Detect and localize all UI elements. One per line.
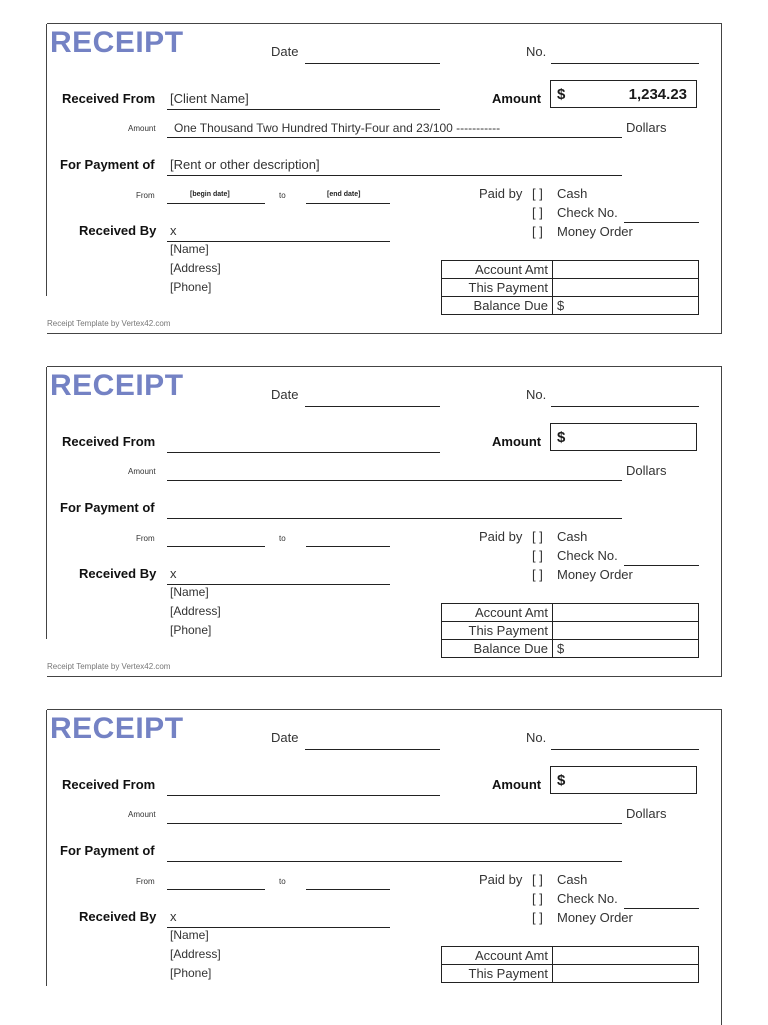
for-payment-value[interactable]: [Rent or other description] [170,157,320,172]
date-label: Date [271,44,299,59]
amount-label: Amount [492,777,542,792]
signature-x: x [170,566,177,581]
address-placeholder[interactable]: [Address] [170,604,221,618]
balance-due-row [442,297,699,315]
received-by-label: Received By [79,566,157,581]
money-order-checkbox[interactable]: [ ] [532,910,543,925]
left-border [46,367,47,639]
money-order-label: Money Order [557,567,633,582]
account-amt-row [442,261,699,279]
received-from-label: Received From [62,777,156,792]
paid-by-label: Paid by [479,186,523,201]
for-payment-line[interactable] [167,861,622,862]
balance-due-label: Balance Due [442,297,553,315]
number-label: No. [526,387,547,402]
cash-label: Cash [557,186,588,201]
account-amt-label: Account Amt [442,604,553,622]
date-label: Date [271,730,299,745]
amount-value: 1,234.23 [628,86,687,103]
for-payment-label: For Payment of [60,157,155,172]
check-number-field[interactable] [624,565,699,566]
from-label: From [136,877,155,886]
money-order-checkbox[interactable]: [ ] [532,567,543,582]
received-from-line [167,109,440,110]
check-checkbox[interactable]: [ ] [532,548,543,563]
template-credit: Receipt Template by Vertex42.com [47,319,171,328]
number-field[interactable] [551,406,699,407]
for-payment-label: For Payment of [60,500,155,515]
amount-box[interactable] [550,423,697,451]
for-payment-line[interactable] [167,518,622,519]
amount-words-line [167,137,622,138]
account-amt-value[interactable] [553,261,699,279]
this-payment-label: This Payment [442,279,553,297]
account-amt-value[interactable] [553,947,699,965]
signature-x: x [170,223,177,238]
this-payment-label: This Payment [442,965,553,983]
money-order-checkbox[interactable]: [ ] [532,224,543,239]
date-field[interactable] [305,749,440,750]
to-line[interactable] [306,546,390,547]
receipt-title: RECEIPT [50,712,184,745]
left-border [46,710,47,986]
paid-by-label: Paid by [479,872,523,887]
for-payment-line [167,175,622,176]
account-amt-row [442,604,699,622]
currency-symbol: $ [557,86,566,103]
receipt-title: RECEIPT [50,26,184,59]
from-line[interactable] [167,546,265,547]
address-placeholder[interactable]: [Address] [170,947,221,961]
this-payment-value[interactable] [553,965,699,983]
balance-table [441,946,699,983]
date-field[interactable] [305,406,440,407]
from-date[interactable]: [begin date] [190,191,230,198]
from-label: From [136,534,155,543]
phone-placeholder[interactable]: [Phone] [170,966,212,980]
to-label: to [279,534,286,543]
amount-box[interactable] [550,80,697,108]
currency-symbol: $ [557,772,566,789]
cash-checkbox[interactable]: [ ] [532,529,543,544]
number-label: No. [526,730,547,745]
amount-label: Amount [492,91,542,106]
name-placeholder[interactable]: [Name] [170,928,209,942]
to-line[interactable] [306,889,390,890]
to-date[interactable]: [end date] [327,191,361,198]
money-order-label: Money Order [557,910,633,925]
from-line[interactable] [167,889,265,890]
received-from-line[interactable] [167,795,440,796]
name-placeholder[interactable]: [Name] [170,585,209,599]
check-checkbox[interactable]: [ ] [532,891,543,906]
amount-box[interactable] [550,766,697,794]
amount-words-line[interactable] [167,823,622,824]
address-placeholder[interactable]: [Address] [170,261,221,275]
check-checkbox[interactable]: [ ] [532,205,543,220]
cash-checkbox[interactable]: [ ] [532,186,543,201]
paid-by-label: Paid by [479,529,523,544]
balance-due-row [442,640,699,658]
from-line [167,203,265,204]
received-from-value[interactable]: [Client Name] [170,91,249,106]
currency-symbol: $ [557,429,566,446]
received-by-label: Received By [79,909,157,924]
for-payment-label: For Payment of [60,843,155,858]
template-credit: Receipt Template by Vertex42.com [47,662,171,671]
phone-placeholder[interactable]: [Phone] [170,623,212,637]
balance-due-label: Balance Due [442,640,553,658]
to-label: to [279,191,286,200]
this-payment-row [442,965,699,983]
check-label: Check No. [557,548,618,563]
balance-due-value[interactable]: $ [553,297,699,315]
this-payment-row [442,279,699,297]
balance-due-value[interactable]: $ [553,640,699,658]
date-label: Date [271,387,299,402]
receipt-title: RECEIPT [50,369,184,402]
number-label: No. [526,44,547,59]
to-label: to [279,877,286,886]
this-payment-row [442,622,699,640]
receipt-2 [47,366,722,677]
left-border [46,24,47,296]
check-number-field[interactable] [624,222,699,223]
this-payment-value[interactable] [553,622,699,640]
cash-label: Cash [557,872,588,887]
received-from-line[interactable] [167,452,440,453]
amount-words-line[interactable] [167,480,622,481]
this-payment-label: This Payment [442,622,553,640]
amount-words[interactable]: One Thousand Two Hundred Thirty-Four and 23/100 ----------- [174,121,501,135]
phone-placeholder[interactable]: [Phone] [170,280,212,294]
account-amt-label: Account Amt [442,947,553,965]
amount-words-label: Amount [128,810,156,819]
this-payment-value[interactable] [553,279,699,297]
cash-checkbox[interactable]: [ ] [532,872,543,887]
account-amt-row [442,947,699,965]
to-line [306,203,390,204]
money-order-label: Money Order [557,224,633,239]
dollars-label: Dollars [626,806,667,821]
check-number-field[interactable] [624,908,699,909]
from-label: From [136,191,155,200]
amount-words-label: Amount [128,467,156,476]
balance-table [441,603,699,658]
received-from-label: Received From [62,91,156,106]
amount-words-label: Amount [128,124,156,133]
account-amt-label: Account Amt [442,261,553,279]
receipt-3 [47,709,722,1025]
amount-label: Amount [492,434,542,449]
received-from-label: Received From [62,434,156,449]
date-field[interactable] [305,63,440,64]
number-field[interactable] [551,63,699,64]
check-label: Check No. [557,205,618,220]
dollars-label: Dollars [626,120,667,135]
receipt-1 [47,23,722,334]
signature-x: x [170,909,177,924]
cash-label: Cash [557,529,588,544]
number-field[interactable] [551,749,699,750]
received-by-label: Received By [79,223,157,238]
name-placeholder[interactable]: [Name] [170,242,209,256]
account-amt-value[interactable] [553,604,699,622]
dollars-label: Dollars [626,463,667,478]
check-label: Check No. [557,891,618,906]
balance-table [441,260,699,315]
